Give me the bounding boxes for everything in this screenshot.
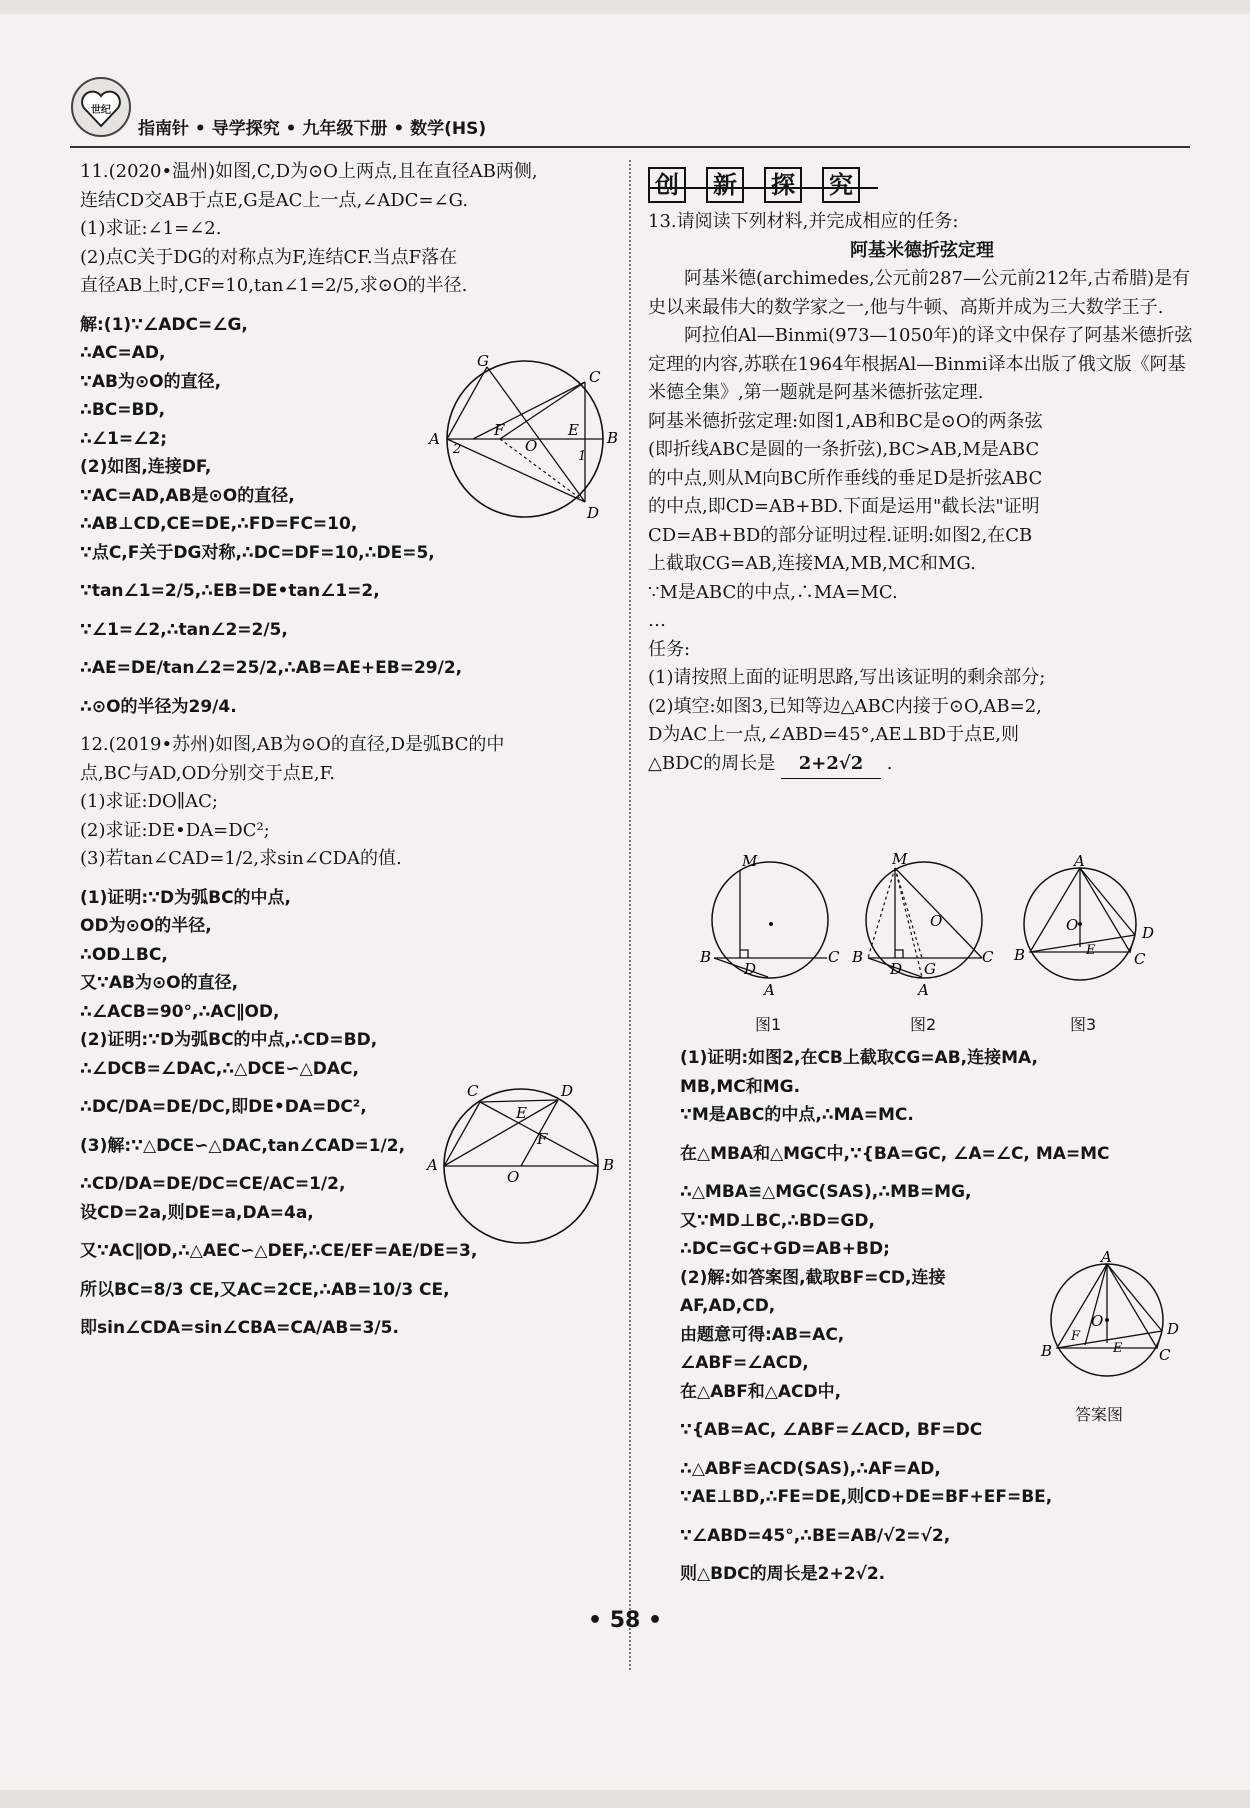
banner-char: 创: [648, 167, 686, 203]
fig-label: A: [427, 1156, 438, 1174]
heart-logo-icon: [70, 76, 132, 138]
fig-label: O: [1066, 916, 1079, 934]
fig-label: B: [1041, 1342, 1053, 1360]
solution-line: ∠ABF=∠ACD,: [680, 1353, 809, 1373]
solution-line: ∴CD/DA=DE/DC=CE/AC=1/2,: [80, 1174, 346, 1194]
scan-edge-bottom: [0, 1790, 1250, 1808]
fig-label: D: [561, 1082, 574, 1100]
fig-label: B: [603, 1156, 615, 1174]
fig-label: F: [1071, 1329, 1081, 1344]
solution-line: AF,AD,CD,: [680, 1296, 776, 1316]
fill-line: [648, 750, 1196, 780]
solution-line: 解:(1)∵∠ADC=∠G,: [80, 314, 248, 335]
q12-line: 点,BC与AD,OD分别交于点E,F.: [80, 762, 336, 784]
question-12: [80, 731, 625, 1343]
figure-caption: 图2: [910, 1015, 937, 1034]
theorem-line: 的中点,则从M向BC所作垂线的垂足D是折弦ABC: [648, 467, 1043, 489]
banner-char: 新: [706, 167, 744, 203]
fig-label: G: [477, 352, 489, 370]
theorem-line: …: [648, 610, 666, 631]
solution-line: 又∵MD⊥BC,∴BD=GD,: [680, 1210, 875, 1231]
fill-prefix: △BDC的周长是: [648, 752, 776, 774]
solution-line: ∵{AB=AC, ∠ABF=∠ACD, BF=DC: [680, 1420, 983, 1440]
task-line: D为AC上一点,∠ABD=45°,AE⊥BD于点E,则: [648, 724, 1019, 745]
fig-label: E: [516, 1104, 527, 1122]
fig-label: A: [1074, 852, 1085, 870]
page-number: • 58 •: [587, 1608, 663, 1633]
theorem-line: CD=AB+BD的部分证明过程.证明:如图2,在CB: [648, 524, 1033, 546]
fig-label: C: [589, 368, 601, 386]
task-line: (2)填空:如图3,已知等边△ABC内接于⊙O,AB=2,: [648, 695, 1042, 717]
fig-label: C: [1134, 950, 1146, 968]
theorem-line: 的中点,即CD=AB+BD.下面是运用"截长法"证明: [648, 496, 1040, 517]
fig-label: A: [1101, 1248, 1112, 1266]
solution-line: ∴DC/DA=DE/DC,即DE•DA=DC²,: [80, 1097, 367, 1117]
fig-label: A: [429, 430, 440, 448]
q12-line: (2)求证:DE•DA=DC²;: [80, 819, 270, 841]
q13-intro: 13.请阅读下列材料,并完成相应的任务:: [648, 211, 959, 232]
q11-line: (2)点C关于DG的对称点为F,连结CF.当点F落在: [80, 246, 458, 268]
q11-line: 11.(2020•温州)如图,C,D为⊙O上两点,且在直径AB两侧,: [80, 161, 538, 182]
figure-1: [700, 852, 850, 1002]
solution-line: ∴∠1=∠2;: [80, 428, 168, 449]
q12-figure: [425, 1078, 625, 1250]
solution-line: MB,MC和MG.: [680, 1076, 801, 1097]
section-banner: [648, 165, 878, 207]
fig-label: F: [494, 421, 505, 439]
fig-label: O: [1091, 1312, 1104, 1330]
solution-line: ∵AB为⊙O的直径,: [80, 371, 222, 392]
task-line: 任务:: [648, 638, 691, 660]
fig-label: D: [744, 960, 757, 978]
fig-label: B: [607, 429, 619, 447]
solution-line: 所以BC=8/3 CE,又AC=2CE,∴AB=10/3 CE,: [80, 1279, 450, 1300]
solution-line: ∴△MBA≌△MGC(SAS),∴MB=MG,: [680, 1182, 972, 1202]
solution-line: (2)证明:∵D为弧BC的中点,∴CD=BD,: [80, 1030, 378, 1050]
solution-line: ∴AB⊥CD,CE=DE,∴FD=FC=10,: [80, 514, 358, 534]
page-header: [70, 76, 1190, 148]
figure-caption: 图1: [755, 1015, 782, 1034]
solution-line: ∴DC=GC+GD=AB+BD;: [680, 1239, 890, 1259]
solution-line: ∵∠ABD=45°,∴BE=AB/√2=√2,: [680, 1525, 951, 1546]
fig-label: C: [982, 948, 994, 966]
solution-line: ∴AE=DE/tan∠2=25/2,∴AB=AE+EB=29/2,: [80, 658, 463, 678]
figure-2: [852, 852, 1002, 1002]
solution-line: (2)解:如答案图,截取BF=CD,连接: [680, 1267, 946, 1288]
solution-line: ∵AC=AD,AB是⊙O的直径,: [80, 485, 295, 506]
q13-paragraph: 阿拉伯Al—Binmi(973—1050年)的译文中保存了阿基米德折弦定理的内容,苏联在1964年根据Al—Binmi译本出版了俄文版《阿基米德全集》,第一题就是阿基米德折弦定理.: [648, 325, 1193, 403]
solution-line: ∴∠DCB=∠DAC,∴△DCE∽△DAC,: [80, 1058, 359, 1079]
solution-line: ∵M是ABC的中点,∴MA=MC.: [680, 1105, 914, 1125]
banner-char: 探: [764, 167, 802, 203]
solution-line: ∴∠ACB=90°,∴AC∥OD,: [80, 1001, 280, 1022]
theorem-line: 上截取CG=AB,连接MA,MB,MC和MG.: [648, 553, 976, 574]
solution-line: 又∵AC∥OD,∴△AEC∽△DEF,∴CE/EF=AE/DE=3,: [80, 1241, 478, 1261]
solution-line: ∴△ABF≌ACD(SAS),∴AF=AD,: [680, 1458, 941, 1479]
solution-line: 即sin∠CDA=sin∠CBA=CA/AB=3/5.: [80, 1318, 399, 1338]
solution-line: 在△MBA和△MGC中,∵{BA=GC, ∠A=∠C, MA=MC: [680, 1143, 1110, 1164]
fig-label: A: [918, 981, 929, 999]
solution-line: 在△ABF和△ACD中,: [680, 1381, 842, 1402]
solution-line: OD为⊙O的半径,: [80, 916, 212, 936]
q11-line: 直径AB上时,CF=10,tan∠1=2/5,求⊙O的半径.: [80, 275, 468, 296]
fig-label: B: [1014, 946, 1026, 964]
fig-label: B: [700, 948, 712, 966]
header-rule: [70, 146, 1190, 148]
fig-label: O: [507, 1168, 520, 1186]
q11-line: 连结CD交AB于点E,G是AC上一点,∠ADC=∠G.: [80, 189, 469, 211]
q11-line: (1)求证:∠1=∠2.: [80, 218, 222, 239]
fig-label: M: [892, 852, 908, 868]
fig-label: E: [568, 421, 579, 439]
solution-line: ∵AE⊥BD,∴FE=DE,则CD+DE=BF+EF=BE,: [680, 1487, 1053, 1507]
solution-line: 又∵AB为⊙O的直径,: [80, 973, 239, 993]
fig-label: 1: [578, 449, 587, 464]
q11-figure: [425, 352, 625, 524]
fill-answer: 2+2√2: [781, 750, 881, 780]
fig-label: C: [828, 948, 840, 966]
solution-line: 由题意可得:AB=AC,: [680, 1324, 845, 1345]
solution-line: ∴BC=BD,: [80, 400, 166, 420]
column-divider: [629, 160, 631, 1670]
header-title: 指南针 • 导学探究 • 九年级下册 • 数学(HS): [138, 119, 487, 139]
fig-label: B: [852, 948, 864, 966]
fig-label: E: [1086, 943, 1096, 958]
task-line: (1)请按照上面的证明思路,写出该证明的剩余部分;: [648, 667, 1046, 688]
theorem-line: ∵M是ABC的中点,∴MA=MC.: [648, 581, 898, 603]
fig-label: D: [1142, 924, 1155, 942]
fig-label: C: [1159, 1346, 1171, 1364]
fig-label: E: [1113, 1341, 1123, 1356]
solution-line: 则△BDC的周长是2+2√2.: [680, 1564, 886, 1584]
logo-text: 世纪: [91, 105, 111, 116]
figure-caption: 图3: [1070, 1015, 1097, 1034]
solution-line: ∵∠1=∠2,∴tan∠2=2/5,: [80, 619, 288, 640]
solution-line: (3)解:∵△DCE∽△DAC,tan∠CAD=1/2,: [80, 1135, 406, 1156]
theorem-line: (即折线ABC是圆的一条折弦),BC>AB,M是ABC: [648, 439, 1040, 460]
banner-char: 究: [822, 167, 860, 203]
answer-figure: [1035, 1248, 1195, 1398]
q12-line: (1)求证:DO∥AC;: [80, 791, 218, 812]
solution-line: 设CD=2a,则DE=a,DA=4a,: [80, 1202, 314, 1223]
fig-label: D: [587, 504, 600, 522]
q12-line: (3)若tan∠CAD=1/2,求sin∠CDA的值.: [80, 848, 402, 869]
fig-label: D: [890, 960, 903, 978]
solution-line: ∵tan∠1=2/5,∴EB=DE•tan∠1=2,: [80, 581, 380, 601]
fig-label: D: [1167, 1320, 1180, 1338]
solution-line: ∴OD⊥BC,: [80, 944, 168, 965]
figure-3: [1010, 852, 1170, 1002]
solution-line: ∴⊙O的半径为29/4.: [80, 696, 237, 717]
q13-paragraph: 阿基米德(archimedes,公元前287—公元前212年,古希腊)是有史以来最伟大的数学家之一,他与牛顿、高斯并成为三大数学王子.: [648, 268, 1191, 318]
q13-title: 阿基米德折弦定理: [850, 239, 994, 261]
solution-line: (1)证明:∵D为弧BC的中点,: [80, 887, 291, 908]
fill-suffix: .: [886, 752, 893, 774]
fig-label: G: [924, 960, 936, 978]
right-column: [648, 208, 1196, 779]
theorem-line: 阿基米德折弦定理:如图1,AB和BC是⊙O的两条弦: [648, 410, 1043, 432]
q12-line: 12.(2019•苏州)如图,AB为⊙O的直径,D是弧BC的中: [80, 734, 505, 755]
solution-line: ∴AC=AD,: [80, 343, 166, 363]
fig-label: O: [930, 912, 943, 930]
scan-edge-top: [0, 0, 1250, 14]
fig-label: A: [764, 981, 775, 999]
answer-figure-caption: 答案图: [1075, 1405, 1124, 1424]
fig-label: 2: [453, 442, 462, 457]
solution-line: (1)证明:如图2,在CB上截取CG=AB,连接MA,: [680, 1048, 1038, 1068]
fig-label: F: [537, 1130, 548, 1148]
fig-label: C: [467, 1082, 479, 1100]
fig-label: M: [742, 852, 758, 870]
fig-label: O: [525, 437, 538, 455]
solution-line: ∵点C,F关于DG对称,∴DC=DF=10,∴DE=5,: [80, 542, 435, 563]
logo: [70, 76, 132, 138]
solution-line: (2)如图,连接DF,: [80, 457, 212, 477]
